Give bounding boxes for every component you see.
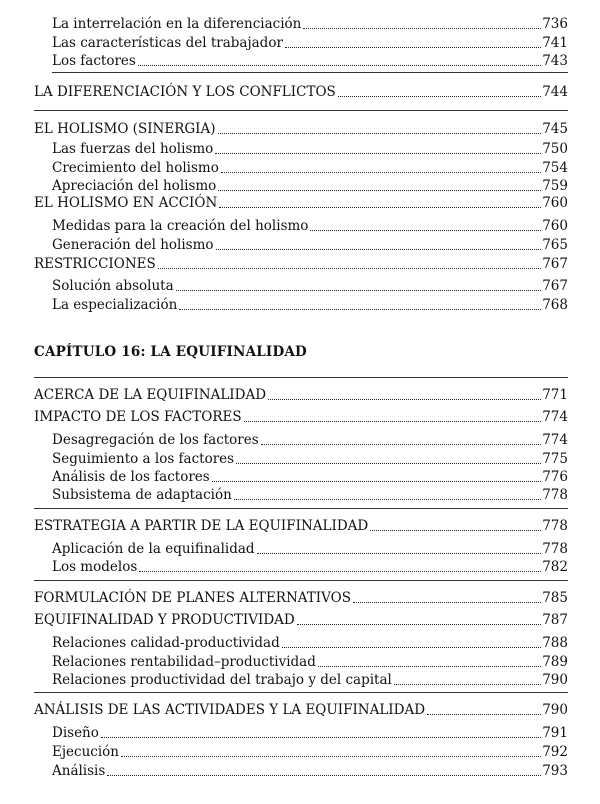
- dot-leader: [394, 672, 541, 685]
- section-divider: [34, 692, 568, 693]
- toc-entry-title: ESTRATEGIA A PARTIR DE LA EQUIFINALIDAD: [34, 518, 369, 534]
- dot-leader: [218, 121, 542, 134]
- toc-entry-page: 750: [542, 141, 568, 157]
- toc-entry-title: EL HOLISMO (SINERGIA): [34, 121, 216, 137]
- toc-entry-page: 787: [542, 612, 568, 628]
- toc-entry-page: 760: [542, 195, 568, 211]
- toc-entry-page: 791: [542, 725, 568, 741]
- dot-leader: [370, 518, 541, 531]
- toc-entry-page: 765: [542, 237, 568, 253]
- toc-entry: [52, 428, 568, 448]
- dot-leader: [310, 218, 541, 231]
- toc-entry-page: 778: [542, 487, 568, 503]
- toc-entry: [52, 537, 568, 557]
- dot-leader: [221, 160, 541, 173]
- toc-entry-title: Análisis de los factores: [52, 469, 210, 485]
- toc-entry-page: 778: [542, 518, 568, 534]
- toc-entry-title: Crecimiento del holismo: [52, 160, 219, 176]
- toc-entry-title: La especialización: [52, 297, 178, 313]
- toc-entry: [34, 514, 568, 534]
- toc-entry-title: LA DIFERENCIACIÓN Y LOS CONFLICTOS: [34, 84, 336, 100]
- toc-entry: [52, 668, 568, 688]
- toc-entry-page: 792: [542, 744, 568, 760]
- section-divider: [34, 580, 568, 581]
- toc-entry-title: Los modelos: [52, 559, 138, 575]
- toc-entry-page: 790: [542, 672, 568, 688]
- section-divider: [34, 508, 568, 509]
- section-divider: [52, 72, 568, 73]
- toc-entry-page: 774: [542, 409, 568, 425]
- dot-leader: [268, 387, 541, 400]
- dot-leader: [107, 763, 541, 776]
- toc-entry-title: FORMULACIÓN DE PLANES ALTERNATIVOS: [34, 590, 351, 606]
- toc-entry: [52, 483, 568, 503]
- toc-entry-page: 741: [542, 35, 568, 51]
- toc-entry: [52, 137, 568, 157]
- toc-entry-page: 744: [542, 84, 568, 100]
- dot-leader: [297, 612, 541, 625]
- toc-entry-page: 771: [542, 387, 568, 403]
- toc-entry-title: Generación del holismo: [52, 237, 214, 253]
- toc-entry-page: 789: [542, 654, 568, 670]
- toc-entry: [34, 80, 568, 100]
- dot-leader: [338, 84, 541, 97]
- dot-leader: [257, 541, 542, 554]
- toc-entry-title: Solución absoluta: [52, 278, 174, 294]
- toc-entry-title: EL HOLISMO EN ACCIÓN: [34, 195, 218, 211]
- toc-entry: [52, 293, 568, 313]
- toc-entry: [34, 586, 568, 606]
- dot-leader: [121, 744, 541, 757]
- dot-leader: [139, 559, 541, 572]
- toc-entry-title: Subsistema de adaptación: [52, 487, 232, 503]
- toc-entry-page: 754: [542, 160, 568, 176]
- toc-entry: [52, 31, 568, 51]
- toc-entry-page: 790: [542, 702, 568, 718]
- dot-leader: [219, 195, 541, 208]
- toc-entry: [34, 252, 568, 272]
- toc-entry: [52, 631, 568, 651]
- toc-entry: [52, 650, 568, 670]
- toc-entry: [34, 117, 568, 137]
- toc-entry: [52, 740, 568, 760]
- dot-leader: [218, 178, 541, 191]
- toc-entry-page: 759: [542, 178, 568, 194]
- dot-leader: [244, 409, 542, 422]
- dot-leader: [236, 451, 541, 464]
- dot-leader: [234, 487, 541, 500]
- toc-entry: [52, 214, 568, 234]
- section-divider: [34, 110, 568, 111]
- toc-entry: [52, 759, 568, 779]
- toc-entry-title: Los factores: [52, 53, 136, 69]
- toc-entry-page: 776: [542, 469, 568, 485]
- toc-entry-page: 782: [542, 559, 568, 575]
- dot-leader: [138, 53, 541, 66]
- toc-entry-page: 793: [542, 763, 568, 779]
- toc-entry-title: Las características del trabajador: [52, 35, 283, 51]
- toc-entry-title: ANÁLISIS DE LAS ACTIVIDADES Y LA EQUIFINALIDAD: [34, 702, 426, 718]
- toc-entry: [52, 555, 568, 575]
- dot-leader: [212, 469, 542, 482]
- toc-entry: [52, 49, 568, 69]
- toc-entry-title: IMPACTO DE LOS FACTORES: [34, 409, 242, 425]
- toc-entry: [52, 447, 568, 467]
- toc-entry: [34, 698, 568, 718]
- dot-leader: [303, 16, 541, 29]
- toc-entry: [52, 274, 568, 294]
- toc-entry-title: EQUIFINALIDAD Y PRODUCTIVIDAD: [34, 612, 295, 628]
- dot-leader: [176, 278, 542, 291]
- dot-leader: [261, 432, 542, 445]
- dot-leader: [158, 256, 541, 269]
- toc-entry-page: 785: [542, 590, 568, 606]
- toc-entry-title: Seguimiento a los factores: [52, 451, 235, 467]
- toc-entry-title: Medidas para la creación del holismo: [52, 218, 309, 234]
- toc-entry-page: 743: [542, 53, 568, 69]
- toc-entry: [34, 383, 568, 403]
- dot-leader: [179, 297, 541, 310]
- toc-entry-title: Apreciación del holismo: [52, 178, 217, 194]
- toc-entry-title: Ejecución: [52, 744, 119, 760]
- toc-entry-page: 788: [542, 635, 568, 651]
- toc-entry-page: 774: [542, 432, 568, 448]
- dot-leader: [427, 702, 541, 715]
- toc-entry-page: 745: [542, 121, 568, 137]
- section-divider: [34, 377, 568, 378]
- toc-entry: [34, 191, 568, 211]
- dot-leader: [101, 725, 541, 738]
- toc-entry-page: 767: [542, 256, 568, 272]
- dot-leader: [215, 141, 541, 154]
- toc-entry-title: Las fuerzas del holismo: [52, 141, 214, 157]
- toc-entry-title: Análisis: [52, 763, 106, 779]
- toc-entry-title: Aplicación de la equifinalidad: [52, 541, 255, 557]
- toc-entry: [34, 608, 568, 628]
- toc-entry-page: 767: [542, 278, 568, 294]
- toc-entry-title: Diseño: [52, 725, 99, 741]
- toc-entry-page: 775: [542, 451, 568, 467]
- toc-entry-title: RESTRICCIONES: [34, 256, 156, 272]
- toc-entry-page: 736: [542, 16, 568, 32]
- toc-entry-title: Relaciones productividad del trabajo y del capital: [52, 672, 392, 688]
- dot-leader: [216, 237, 542, 250]
- toc-entry-title: La interrelación en la diferenciación: [52, 16, 302, 32]
- dot-leader: [282, 635, 542, 648]
- toc-entry-title: ACERCA DE LA EQUIFINALIDAD: [34, 387, 267, 403]
- toc-entry-title: Relaciones calidad-productividad: [52, 635, 280, 651]
- toc-entry: [52, 721, 568, 741]
- toc-entry-page: 760: [542, 218, 568, 234]
- toc-entry: [52, 156, 568, 176]
- dot-leader: [318, 654, 541, 667]
- toc-entry: [52, 233, 568, 253]
- toc-entry: [34, 405, 568, 425]
- toc-entry-title: Relaciones rentabilidad–productividad: [52, 654, 316, 670]
- toc-entry: [52, 465, 568, 485]
- toc-entry-page: 778: [542, 541, 568, 557]
- chapter-heading: CAPÍTULO 16: LA EQUIFINALIDAD: [34, 344, 307, 360]
- toc-entry: [52, 12, 568, 32]
- toc-entry-title: Desagregación de los factores: [52, 432, 259, 448]
- toc-entry-page: 768: [542, 297, 568, 313]
- dot-leader: [285, 35, 541, 48]
- dot-leader: [353, 590, 541, 603]
